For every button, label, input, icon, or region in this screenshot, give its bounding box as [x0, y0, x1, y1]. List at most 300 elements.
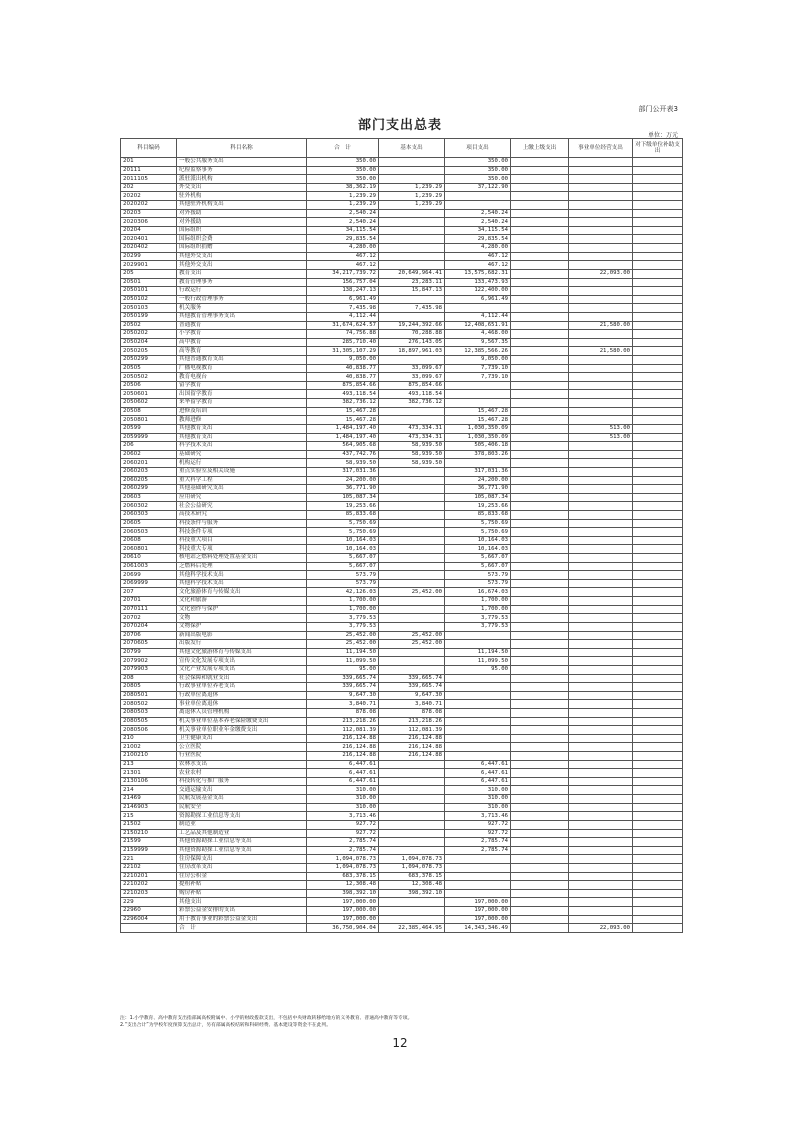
page-number: 12 [392, 1036, 408, 1050]
row-project [445, 863, 511, 872]
row-name: 科技条件与服务 [177, 519, 307, 528]
row-project: 1,030,350.09 [445, 424, 511, 433]
row-basic [379, 579, 445, 588]
row-upper [511, 356, 569, 365]
row-subsidy [633, 175, 683, 184]
row-subsidy [633, 235, 683, 244]
row-upper [511, 820, 569, 829]
row-subsidy [633, 769, 683, 778]
row-upper [511, 485, 569, 494]
row-code: 214 [121, 786, 177, 795]
row-name: 卫生健康支出 [177, 734, 307, 743]
row-subsidy [633, 218, 683, 227]
row-upper [511, 476, 569, 485]
row-upper [511, 510, 569, 519]
row-total: 19,253.66 [307, 502, 379, 511]
row-project: 7,739.10 [445, 364, 511, 373]
row-total: 95.00 [307, 665, 379, 674]
row-code: 20508 [121, 407, 177, 416]
row-total: 1,094,078.73 [307, 855, 379, 864]
row-basic [379, 528, 445, 537]
row-project: 10,164.03 [445, 536, 511, 545]
row-name: 高技术研究 [177, 510, 307, 519]
row-upper [511, 674, 569, 683]
row-business [569, 597, 633, 606]
row-name: 其他基础研究支出 [177, 485, 307, 494]
row-code: 2060503 [121, 528, 177, 537]
row-project: 350.00 [445, 175, 511, 184]
row-basic: 33,099.67 [379, 373, 445, 382]
row-code: 2210201 [121, 872, 177, 881]
row-code: 2210202 [121, 881, 177, 890]
row-basic [379, 519, 445, 528]
row-subsidy [633, 562, 683, 571]
row-total: 493,118.54 [307, 390, 379, 399]
row-project [445, 390, 511, 399]
row-upper [511, 252, 569, 261]
row-subsidy [633, 356, 683, 365]
row-upper [511, 898, 569, 907]
table-row [121, 364, 683, 373]
row-total: 38,362.19 [307, 183, 379, 192]
row-upper [511, 709, 569, 718]
row-upper [511, 614, 569, 623]
row-project: 6,447.61 [445, 760, 511, 769]
row-subsidy [633, 881, 683, 890]
row-subsidy [633, 924, 683, 933]
row-project: 2,785.74 [445, 838, 511, 847]
table-row [121, 709, 683, 718]
row-code: 201 [121, 158, 177, 167]
row-name: 教师进修 [177, 416, 307, 425]
row-project: 573.79 [445, 579, 511, 588]
row-project [445, 631, 511, 640]
row-name: 其他支出 [177, 898, 307, 907]
row-name: 留学教育 [177, 381, 307, 390]
row-project [445, 381, 511, 390]
row-upper [511, 907, 569, 916]
row-code: 21002 [121, 743, 177, 752]
table-row [121, 907, 683, 916]
row-name: 农业农村 [177, 769, 307, 778]
table-row [121, 674, 683, 683]
row-upper [511, 433, 569, 442]
row-total: 105,087.34 [307, 493, 379, 502]
row-upper [511, 786, 569, 795]
row-basic: 18,897,961.03 [379, 347, 445, 356]
row-upper [511, 244, 569, 253]
row-name: 一般行政管理事务 [177, 295, 307, 304]
table-row [121, 373, 683, 382]
row-subsidy [633, 252, 683, 261]
row-code: 20610 [121, 554, 177, 563]
row-subsidy [633, 734, 683, 743]
row-business [569, 476, 633, 485]
row-code: 2060205 [121, 476, 177, 485]
row-upper [511, 373, 569, 382]
row-project [445, 640, 511, 649]
row-code: 20502 [121, 321, 177, 330]
row-business [569, 192, 633, 201]
row-basic: 70,288.88 [379, 330, 445, 339]
row-upper [511, 201, 569, 210]
row-project: 2,540.24 [445, 218, 511, 227]
row-basic: 58,939.50 [379, 459, 445, 468]
row-business [569, 158, 633, 167]
row-upper [511, 597, 569, 606]
row-project [445, 855, 511, 864]
row-subsidy [633, 269, 683, 278]
row-name: 其他外交支出 [177, 252, 307, 261]
row-project [445, 752, 511, 761]
row-project: 24,200.00 [445, 476, 511, 485]
row-total: 138,247.13 [307, 287, 379, 296]
row-total: 5,750.69 [307, 519, 379, 528]
row-basic [379, 407, 445, 416]
row-project: 5,667.07 [445, 554, 511, 563]
col-header-name: 科目名称 [177, 139, 307, 158]
row-upper [511, 683, 569, 692]
row-total: 216,124.88 [307, 752, 379, 761]
row-total: 4,280.00 [307, 244, 379, 253]
table-header-row [121, 139, 683, 158]
row-subsidy [633, 545, 683, 554]
row-total: 5,667.07 [307, 562, 379, 571]
row-upper [511, 467, 569, 476]
row-upper [511, 622, 569, 631]
row-name: 彩票公益金安排的支出 [177, 907, 307, 916]
row-project [445, 683, 511, 692]
row-project: 467.12 [445, 261, 511, 270]
row-code: 2079902 [121, 657, 177, 666]
row-business [569, 812, 633, 821]
row-basic: 9,647.30 [379, 691, 445, 700]
row-name: 其他教育支出 [177, 433, 307, 442]
row-subsidy [633, 898, 683, 907]
row-project: 3,713.46 [445, 812, 511, 821]
row-total: 11,194.50 [307, 648, 379, 657]
table-row [121, 571, 683, 580]
row-name: 其他科学技术支出 [177, 579, 307, 588]
row-business: 21,580.00 [569, 321, 633, 330]
col-header-business: 事业单位经营支出 [569, 139, 633, 158]
row-name: 其他外交支出 [177, 261, 307, 270]
row-name: 住房改革支出 [177, 863, 307, 872]
row-subsidy [633, 424, 683, 433]
row-basic [379, 244, 445, 253]
row-code: 20202 [121, 192, 177, 201]
report-tag: 部门公开表3 [638, 105, 678, 113]
row-basic: 25,452.00 [379, 631, 445, 640]
row-upper [511, 450, 569, 459]
row-subsidy [633, 752, 683, 761]
row-basic: 473,334.31 [379, 433, 445, 442]
row-code: 22102 [121, 863, 177, 872]
table-row [121, 786, 683, 795]
row-upper [511, 528, 569, 537]
row-code: 20699 [121, 571, 177, 580]
row-name: 制造业 [177, 820, 307, 829]
row-subsidy [633, 838, 683, 847]
row-code: 20506 [121, 381, 177, 390]
row-total: 197,000.00 [307, 915, 379, 924]
row-business [569, 278, 633, 287]
row-total: 875,854.66 [307, 381, 379, 390]
row-upper [511, 416, 569, 425]
table-row [121, 562, 683, 571]
row-total: 40,838.77 [307, 373, 379, 382]
row-total: 3,779.53 [307, 614, 379, 623]
row-total: 1,484,197.40 [307, 433, 379, 442]
row-name: 民航安全 [177, 803, 307, 812]
row-upper [511, 175, 569, 184]
row-business [569, 769, 633, 778]
row-business [569, 915, 633, 924]
table-row [121, 183, 683, 192]
row-subsidy [633, 855, 683, 864]
row-upper [511, 390, 569, 399]
table-row [121, 338, 683, 347]
row-subsidy [633, 631, 683, 640]
table-row [121, 278, 683, 287]
row-name: 购房补贴 [177, 889, 307, 898]
row-subsidy [633, 597, 683, 606]
row-code: 221 [121, 855, 177, 864]
row-code: 20204 [121, 226, 177, 235]
table-row [121, 665, 683, 674]
table-row [121, 588, 683, 597]
row-basic [379, 597, 445, 606]
row-business [569, 201, 633, 210]
row-basic: 1,239.29 [379, 183, 445, 192]
table-row [121, 261, 683, 270]
table-row [121, 838, 683, 847]
row-project: 13,575,682.31 [445, 269, 511, 278]
row-project: 1,700.00 [445, 605, 511, 614]
table-row [121, 166, 683, 175]
row-name: 交通运输支出 [177, 786, 307, 795]
row-basic [379, 545, 445, 554]
row-code: 20805 [121, 683, 177, 692]
row-name: 工艺品及其他制造业 [177, 829, 307, 838]
row-project: 16,674.03 [445, 588, 511, 597]
row-basic [379, 261, 445, 270]
row-subsidy [633, 502, 683, 511]
table-row [121, 863, 683, 872]
row-subsidy [633, 201, 683, 210]
row-business [569, 338, 633, 347]
row-code: 2050205 [121, 347, 177, 356]
row-total: 15,467.28 [307, 416, 379, 425]
row-business [569, 304, 633, 313]
row-code: 2296004 [121, 915, 177, 924]
row-name: 派驻派出机构 [177, 175, 307, 184]
row-name: 行政事业单位养老支出 [177, 683, 307, 692]
row-name: 来华留学教育 [177, 399, 307, 408]
row-business [569, 709, 633, 718]
row-name: 其他教育管理事务支出 [177, 312, 307, 321]
row-business [569, 726, 633, 735]
row-project: 95.00 [445, 665, 511, 674]
row-total: 25,452.00 [307, 640, 379, 649]
table-row [121, 209, 683, 218]
row-upper [511, 330, 569, 339]
row-upper [511, 700, 569, 709]
row-name: 文化创作与保护 [177, 605, 307, 614]
row-subsidy [633, 244, 683, 253]
table-row [121, 795, 683, 804]
row-upper [511, 795, 569, 804]
row-upper [511, 571, 569, 580]
row-business [569, 665, 633, 674]
table-row [121, 295, 683, 304]
row-code: 21301 [121, 769, 177, 778]
row-total: 6,447.61 [307, 760, 379, 769]
row-subsidy [633, 295, 683, 304]
row-name: 文物保护 [177, 622, 307, 631]
row-subsidy [633, 510, 683, 519]
row-subsidy [633, 209, 683, 218]
footnote: 注：1.小学教育、高中教育支出指部属高校附属中、小学的财政拨款支出，不包括中央财政转移给地方的义务教育、普通高中教育等专项。 [120, 1016, 413, 1021]
row-project: 310.00 [445, 795, 511, 804]
row-upper [511, 838, 569, 847]
table-row [121, 510, 683, 519]
row-name: 机关事业单位职业年金缴费支出 [177, 726, 307, 735]
row-business [569, 786, 633, 795]
row-total: 5,750.69 [307, 528, 379, 537]
row-subsidy [633, 579, 683, 588]
row-name: 科技转化与推广服务 [177, 777, 307, 786]
row-business [569, 907, 633, 916]
row-business [569, 743, 633, 752]
row-subsidy [633, 450, 683, 459]
row-total: 310.00 [307, 786, 379, 795]
row-total: 350.00 [307, 175, 379, 184]
row-business [569, 881, 633, 890]
row-business [569, 657, 633, 666]
row-subsidy [633, 777, 683, 786]
row-subsidy [633, 683, 683, 692]
row-name: 国际组织会费 [177, 235, 307, 244]
row-total: 437,742.76 [307, 450, 379, 459]
table-row [121, 691, 683, 700]
row-subsidy [633, 915, 683, 924]
row-business [569, 442, 633, 451]
row-basic: 58,939.50 [379, 442, 445, 451]
row-total: 36,771.90 [307, 485, 379, 494]
table-row [121, 657, 683, 666]
row-project: 29,835.54 [445, 235, 511, 244]
row-code: 2050299 [121, 356, 177, 365]
row-business [569, 605, 633, 614]
row-basic [379, 226, 445, 235]
row-upper [511, 889, 569, 898]
row-code: 2080503 [121, 709, 177, 718]
row-project [445, 691, 511, 700]
row-name: 社会公益研究 [177, 502, 307, 511]
table-row [121, 528, 683, 537]
row-code: 210 [121, 734, 177, 743]
row-total: 58,939.50 [307, 459, 379, 468]
row-basic: 33,099.67 [379, 364, 445, 373]
row-project: 34,115.54 [445, 226, 511, 235]
table-row [121, 304, 683, 313]
row-total: 9,647.30 [307, 691, 379, 700]
row-total: 927.72 [307, 820, 379, 829]
row-business [569, 614, 633, 623]
row-total: 9,050.00 [307, 356, 379, 365]
row-project: 4,280.00 [445, 244, 511, 253]
row-business [569, 648, 633, 657]
row-project: 1,030,350.09 [445, 433, 511, 442]
row-business: 21,580.00 [569, 347, 633, 356]
row-upper [511, 812, 569, 821]
row-name: 其他普通教育支出 [177, 356, 307, 365]
row-project: 15,467.28 [445, 407, 511, 416]
row-code: 21469 [121, 795, 177, 804]
row-subsidy [633, 158, 683, 167]
row-project: 6,447.61 [445, 777, 511, 786]
row-basic [379, 536, 445, 545]
row-project: 6,961.49 [445, 295, 511, 304]
row-basic [379, 571, 445, 580]
row-total: 42,126.03 [307, 588, 379, 597]
row-total: 1,700.00 [307, 597, 379, 606]
row-upper [511, 381, 569, 390]
row-business [569, 579, 633, 588]
row-upper [511, 183, 569, 192]
row-project: 927.72 [445, 820, 511, 829]
row-name: 纪检监察事务 [177, 166, 307, 175]
row-total: 197,000.00 [307, 907, 379, 916]
row-upper [511, 588, 569, 597]
row-project: 5,750.69 [445, 528, 511, 537]
table-row [121, 545, 683, 554]
row-total: 7,435.98 [307, 304, 379, 313]
row-subsidy [633, 347, 683, 356]
row-name: 对外援助 [177, 218, 307, 227]
row-code: 2029901 [121, 261, 177, 270]
row-upper [511, 665, 569, 674]
row-business [569, 502, 633, 511]
row-basic [379, 605, 445, 614]
row-upper [511, 691, 569, 700]
row-upper [511, 493, 569, 502]
row-subsidy [633, 442, 683, 451]
row-total: 2,785.74 [307, 846, 379, 855]
row-code: 213 [121, 760, 177, 769]
row-basic [379, 829, 445, 838]
row-basic: 398,392.10 [379, 889, 445, 898]
row-basic [379, 235, 445, 244]
row-code: 2080501 [121, 691, 177, 700]
row-basic: 19,244,392.66 [379, 321, 445, 330]
row-basic [379, 846, 445, 855]
row-total: 382,736.12 [307, 399, 379, 408]
row-code: 2069999 [121, 579, 177, 588]
row-name: 普通教育 [177, 321, 307, 330]
row-business [569, 510, 633, 519]
row-subsidy [633, 192, 683, 201]
row-business [569, 734, 633, 743]
row-upper [511, 442, 569, 451]
table-row [121, 605, 683, 614]
row-total: 3,779.53 [307, 622, 379, 631]
row-total: 24,200.00 [307, 476, 379, 485]
row-code: 20602 [121, 450, 177, 459]
row-business [569, 467, 633, 476]
row-basic: 473,334.31 [379, 424, 445, 433]
